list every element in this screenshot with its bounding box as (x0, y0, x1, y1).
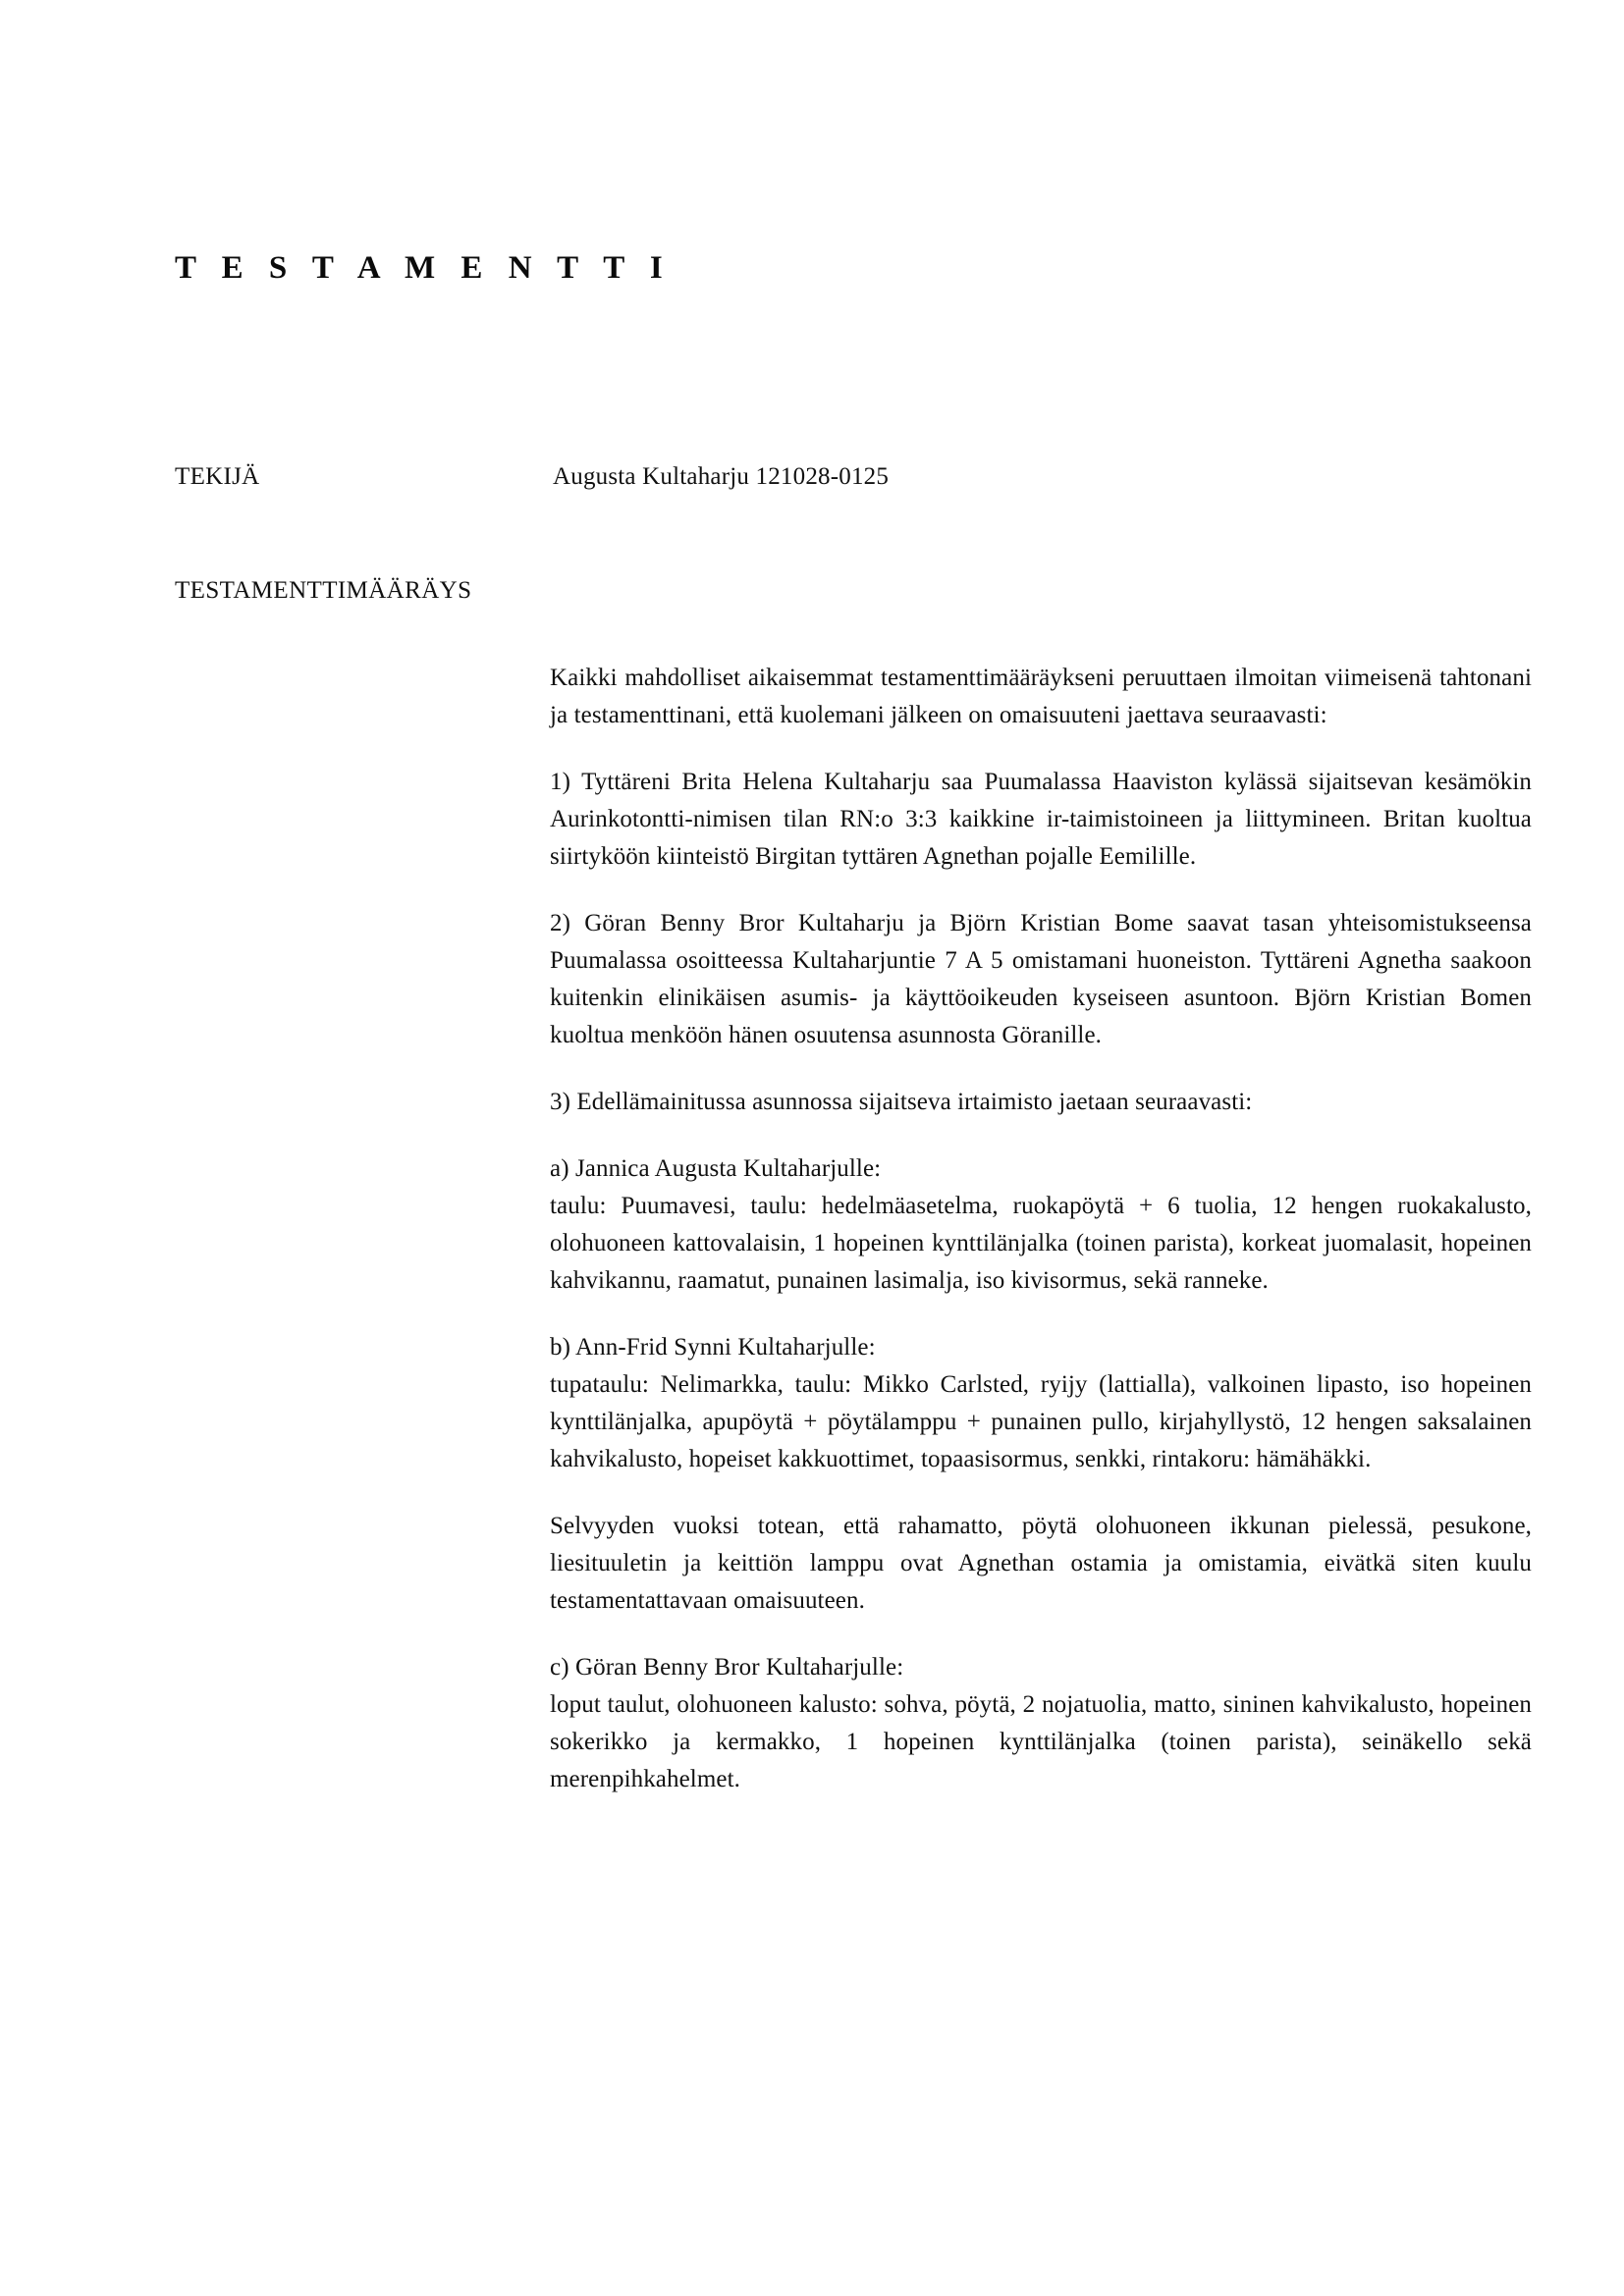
paragraph-clause-2: 2) Göran Benny Bror Kultaharju ja Björn Kristian Bome saavat tasan yhteisomistukseensa Puumalassa osoitteessa Kultaharjuntie 7 A 5 omistamani huoneiston. Tyttäreni Agnetha saakoon kuitenkin elinikäisen asumis- ja käyttöoikeuden kyseiseen asuntoon. Björn Kristian Bomen kuoltua menköön hänen osuutensa asunnosta Göranille. (550, 910, 1532, 1048)
testator-label: TEKIJÄ (175, 463, 260, 490)
item-a-heading: a) Jannica Augusta Kultaharjulle: (550, 1155, 882, 1182)
paragraph-clarification: Selvyyden vuoksi totean, että rahamatto, pöytä olohuoneen ikkunan pielessä, pesukone, liesituuletin ja keittiön lamppu ovat Agnethan ostamia ja omistamia, eivätkä siten kuulu testamentattavaan omaisuuteen. (550, 1513, 1532, 1614)
paragraph-intro: Kaikki mahdolliset aikaisemmat testamenttimääräykseni peruuttaen ilmoitan viimeisenä tahtonani ja testamenttinani, että kuolemani jälkeen on omaisuuteni jaettava seuraavasti: (550, 665, 1532, 728)
paragraph-clause-3: 3) Edellämainitussa asunnossa sijaitseva irtaimisto jaetaan seuraavasti: (550, 1089, 1253, 1115)
page-title: T E S T A M E N T T I (175, 250, 672, 286)
item-c-body: loput taulut, olohuoneen kalusto: sohva, pöytä, 2 nojatuolia, matto, sininen kahvikalusto, hopeinen sokerikko ja kermakko, 1 hopeinen kynttilänjalka (toinen parista), seinäkello sekä merenpihkahelmet. (550, 1691, 1532, 1792)
item-c-heading: c) Göran Benny Bror Kultaharjulle: (550, 1654, 904, 1681)
body-column (550, 660, 1532, 1798)
item-b-heading: b) Ann-Frid Synni Kultaharjulle: (550, 1334, 876, 1361)
paragraph-clause-1: 1) Tyttäreni Brita Helena Kultaharju saa Puumalassa Haaviston kylässä sijaitsevan kesämökin Aurinkotontti-nimisen tilan RN:o 3:3 kaikkine ir-taimistoineen ja liittymineen. Britan kuoltua siirtyköön kiinteistö Birgitan tyttären Agnethan pojalle Eemilille. (550, 769, 1532, 870)
item-b-body: tupataulu: Nelimarkka, taulu: Mikko Carlsted, ryijy (lattialla), valkoinen lipasto, iso hopeinen kynttilänjalka, apupöytä + pöytälamppu + punainen pullo, kirjahyllystö, 12 hengen saksalainen kahvikalusto, hopeiset kakkuottimet, topaasisormus, senkki, rintakoru: hämähäkki. (550, 1371, 1532, 1472)
testator-value: Augusta Kultaharju 121028-0125 (553, 463, 890, 490)
section-heading-testamenttimaarays: TESTAMENTTIMÄÄRÄYS (175, 577, 472, 604)
item-a-body: taulu: Puumavesi, taulu: hedelmäasetelma, ruokapöytä + 6 tuolia, 12 hengen ruokakalusto, olohuoneen kattovalaisin, 1 hopeinen kynttilänjalka (toinen parista), korkeat juomalasit, hopeinen kahvikannu, raamatut, punainen lasimalja, iso kivisormus, sekä ranneke. (550, 1193, 1532, 1294)
